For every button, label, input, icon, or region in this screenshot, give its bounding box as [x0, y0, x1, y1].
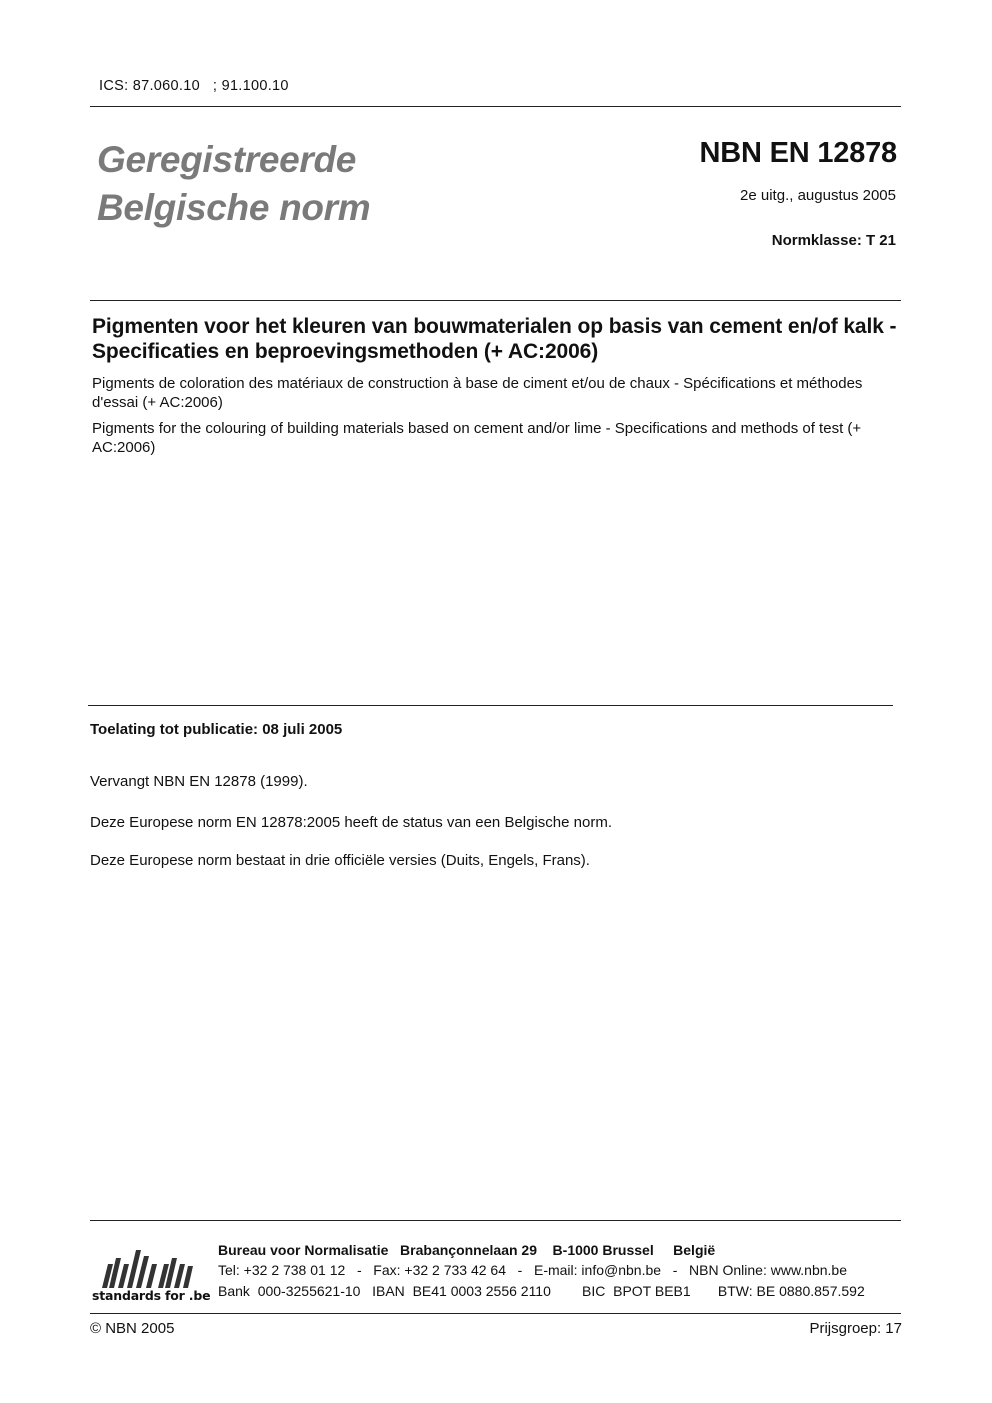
- registered-title-line2: Belgische norm: [97, 187, 371, 228]
- org-address: Bureau voor Normalisatie Brabançonnelaan 29 B-1000 Brussel België: [218, 1242, 716, 1258]
- publication-approval: Toelating tot publicatie: 08 juli 2005: [90, 721, 343, 738]
- norm-number: NBN EN 12878: [699, 137, 897, 169]
- norm-class: Normklasse: T 21: [771, 232, 896, 249]
- registered-norm-title: [97, 136, 370, 232]
- logo-tagline: standards for .be: [92, 1288, 211, 1303]
- copyright: © NBN 2005: [90, 1320, 175, 1337]
- title-divider: [90, 300, 901, 301]
- ics-code: ICS: 87.060.10 ; 91.100.10: [99, 78, 289, 94]
- versions-note: Deze Europese norm bestaat in drie officiële versies (Duits, Engels, Frans).: [90, 852, 590, 869]
- registered-title-line1: Geregistreerde: [97, 139, 357, 180]
- bank-info: Bank 000-3255621-10 IBAN BE41 0003 2556 2110 BIC BPOT BEB1 BTW: BE 0880.857.592: [218, 1283, 865, 1299]
- title-dutch: Pigmenten voor het kleuren van bouwmaterialen op basis van cement en/of kalk - Specificaties en beproevingsmethoden (+ AC:2006): [92, 315, 897, 363]
- title-french: Pigments de coloration des matériaux de construction à base de ciment et/ou de chaux - Spécifications et méthodes d'essai (+ AC:2006): [92, 375, 863, 411]
- status-note: Deze Europese norm EN 12878:2005 heeft de status van een Belgische norm.: [90, 814, 612, 831]
- header-divider: [90, 106, 901, 107]
- edition-date: 2e uitg., augustus 2005: [740, 187, 896, 204]
- price-group: Prijsgroep: 17: [809, 1320, 902, 1337]
- footer-bottom-divider: [90, 1313, 901, 1314]
- footer-top-divider: [90, 1220, 901, 1221]
- replaces-note: Vervangt NBN EN 12878 (1999).: [90, 773, 308, 790]
- publication-divider: [88, 705, 893, 706]
- contact-info: Tel: +32 2 738 01 12 - Fax: +32 2 733 42 64 - E-mail: info@nbn.be - NBN Online: www.nbn.be: [218, 1262, 848, 1278]
- title-english: Pigments for the colouring of building materials based on cement and/or lime - Specifications and methods of test (+ AC:2006): [92, 420, 862, 456]
